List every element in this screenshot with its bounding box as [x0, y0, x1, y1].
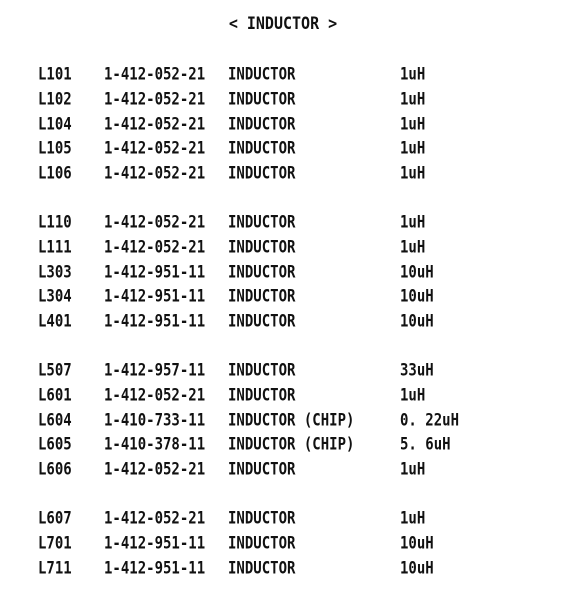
- group-spacer: [38, 187, 538, 211]
- ref-designator: L101: [38, 65, 72, 85]
- part-description: INDUCTOR: [228, 509, 296, 529]
- part-value: 1uH: [400, 90, 426, 110]
- parts-row: [38, 137, 538, 162]
- parts-row: [38, 63, 538, 88]
- part-value: 10uH: [400, 559, 434, 578]
- parts-row: [38, 211, 538, 236]
- part-number: 1-412-052-21: [104, 509, 206, 529]
- ref-designator: L106: [38, 164, 72, 184]
- parts-row: [38, 162, 538, 187]
- part-description: INDUCTOR: [228, 90, 296, 110]
- part-description: INDUCTOR: [228, 213, 296, 233]
- part-description: INDUCTOR: [228, 164, 296, 184]
- part-value: 10uH: [400, 263, 434, 282]
- parts-row: [38, 310, 538, 335]
- part-description: INDUCTOR: [228, 460, 296, 480]
- part-number: 1-412-052-21: [104, 460, 206, 480]
- part-value: 0. 22uH: [400, 411, 460, 430]
- part-number: 1-410-733-11: [104, 411, 206, 430]
- parts-row: [38, 384, 538, 409]
- part-description: INDUCTOR: [228, 559, 296, 578]
- parts-row: [38, 507, 538, 532]
- part-description: INDUCTOR: [228, 361, 296, 381]
- parts-list: [38, 63, 538, 581]
- parts-row: [38, 285, 538, 310]
- part-value: 1uH: [400, 164, 426, 184]
- part-number: 1-412-052-21: [104, 115, 206, 134]
- part-number: 1-412-951-11: [104, 263, 206, 282]
- part-number: 1-412-951-11: [104, 287, 206, 307]
- part-number: 1-412-951-11: [104, 559, 206, 578]
- ref-designator: L304: [38, 287, 72, 307]
- part-number: 1-412-957-11: [104, 361, 206, 381]
- part-number: 1-412-951-11: [104, 534, 206, 554]
- parts-row: [38, 113, 538, 138]
- part-number: 1-412-052-21: [104, 386, 206, 406]
- part-value: 1uH: [400, 115, 426, 134]
- part-value: 1uH: [400, 460, 426, 480]
- part-value: 1uH: [400, 213, 426, 233]
- part-number: 1-412-052-21: [104, 139, 206, 159]
- part-value: 5. 6uH: [400, 435, 451, 455]
- part-number: 1-412-052-21: [104, 65, 206, 85]
- parts-row: [38, 236, 538, 261]
- ref-designator: L104: [38, 115, 72, 134]
- ref-designator: L604: [38, 411, 72, 430]
- ref-designator: L111: [38, 238, 72, 258]
- group-spacer: [38, 483, 538, 507]
- ref-designator: L711: [38, 559, 72, 578]
- part-description: INDUCTOR: [228, 312, 296, 332]
- part-description: INDUCTOR: [228, 534, 296, 554]
- part-description: INDUCTOR (CHIP): [228, 411, 355, 430]
- section-title: < INDUCTOR >: [228, 12, 338, 34]
- part-number: 1-412-052-21: [104, 213, 206, 233]
- part-value: 1uH: [400, 386, 426, 406]
- parts-row: [38, 433, 538, 458]
- ref-designator: L110: [38, 213, 72, 233]
- part-number: 1-412-052-21: [104, 164, 206, 184]
- part-value: 10uH: [400, 287, 434, 307]
- ref-designator: L102: [38, 90, 72, 110]
- part-value: 1uH: [400, 65, 426, 85]
- ref-designator: L701: [38, 534, 72, 554]
- parts-row: [38, 532, 538, 557]
- part-value: 10uH: [400, 312, 434, 332]
- part-description: INDUCTOR: [228, 65, 296, 85]
- ref-designator: L401: [38, 312, 72, 332]
- part-value: 10uH: [400, 534, 434, 554]
- ref-designator: L507: [38, 361, 72, 381]
- part-description: INDUCTOR: [228, 263, 296, 282]
- part-number: 1-412-052-21: [104, 238, 206, 258]
- parts-row: [38, 409, 538, 434]
- part-number: 1-410-378-11: [104, 435, 206, 455]
- ref-designator: L607: [38, 509, 72, 529]
- parts-row: [38, 557, 538, 582]
- part-description: INDUCTOR: [228, 287, 296, 307]
- part-description: INDUCTOR: [228, 238, 296, 258]
- ref-designator: L105: [38, 139, 72, 159]
- part-number: 1-412-052-21: [104, 90, 206, 110]
- ref-designator: L303: [38, 263, 72, 282]
- ref-designator: L601: [38, 386, 72, 406]
- part-description: INDUCTOR: [228, 115, 296, 134]
- group-spacer: [38, 335, 538, 359]
- part-value: 1uH: [400, 139, 426, 159]
- parts-row: [38, 88, 538, 113]
- part-value: 1uH: [400, 509, 426, 529]
- part-value: 1uH: [400, 238, 426, 258]
- part-description: INDUCTOR: [228, 139, 296, 159]
- parts-row: [38, 261, 538, 286]
- ref-designator: L605: [38, 435, 72, 455]
- parts-row: [38, 458, 538, 483]
- part-number: 1-412-951-11: [104, 312, 206, 332]
- part-description: INDUCTOR: [228, 386, 296, 406]
- part-description: INDUCTOR (CHIP): [228, 435, 355, 455]
- parts-row: [38, 359, 538, 384]
- part-value: 33uH: [400, 361, 434, 381]
- ref-designator: L606: [38, 460, 72, 480]
